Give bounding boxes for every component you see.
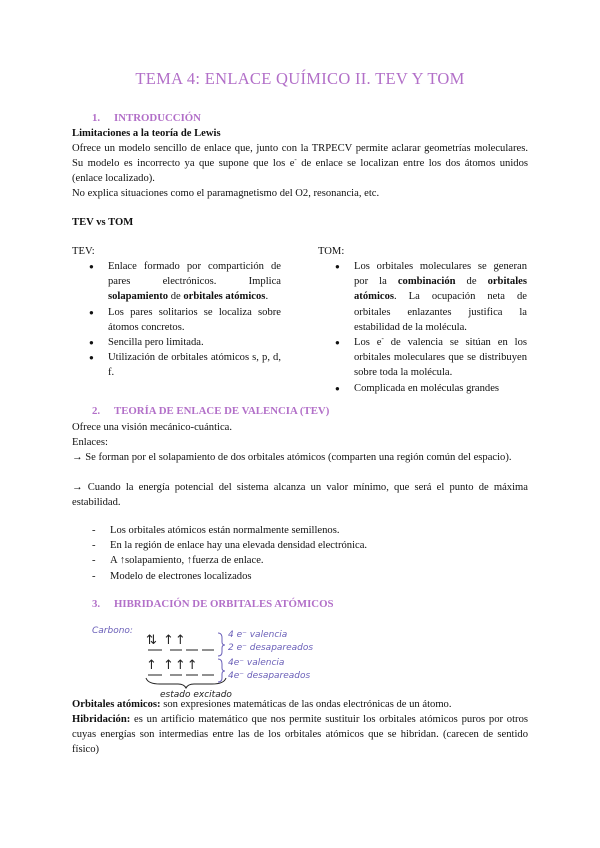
valencia-note-1: 4 e⁻ valencia bbox=[228, 630, 288, 640]
section-number: 3. bbox=[92, 598, 101, 610]
definition: son expresiones matemáticas de las ondas electrónicas de un átomo. bbox=[160, 699, 452, 710]
text: de enlace se localizan entre los dos átomos unidos (enlace localizado). bbox=[72, 158, 528, 185]
section-number: 2. bbox=[92, 405, 101, 417]
section-heading-intro bbox=[92, 111, 201, 126]
valencia-note-2: 4e⁻ valencia bbox=[228, 658, 285, 668]
list-item: ● Los pares solitarios se localiza sobre átomos concretos. bbox=[82, 305, 281, 335]
intro-paragraph bbox=[72, 141, 528, 187]
list-item: ● Complicada en moléculas grandes bbox=[328, 381, 527, 396]
section-heading-hibridacion bbox=[92, 597, 333, 612]
definition: es un artificio matemático que nos permite sustituir los orbitales atómicos puros por otros cuyas energías son intermedias entre las de los orbitales atómicos que se hibridan. (carecen de sentido físico) bbox=[72, 714, 528, 756]
list-item: ● Utilización de orbitales atómicos s, p, d, f. bbox=[82, 350, 281, 380]
tev-paragraph-4: → Cuando la energía potencial del sistema alcanza un valor mínimo, que será el punto de máxima estabilidad. bbox=[72, 482, 528, 509]
text: Ofrece un modelo sencillo de enlace que, junto con la TRPECV permite aclarar geometrías moleculares. Su modelo es incorrecto ya que supone que los e bbox=[72, 143, 528, 170]
tev-label: TEV: bbox=[72, 246, 95, 257]
list-item: - A ↑solapamiento, ↑fuerza de enlace. bbox=[92, 553, 522, 568]
superscript: - bbox=[294, 155, 297, 164]
section-title: TEORÍA DE ENLACE DE VALENCIA (TEV) bbox=[114, 405, 330, 417]
subheading-tev-vs-tom: TEV vs TOM bbox=[72, 217, 134, 228]
list-item: - Los orbitales atómicos están normalmente semillenos. bbox=[92, 523, 522, 538]
carbono-label: Carbono: bbox=[92, 626, 133, 636]
list-item: - En la región de enlace hay una elevada densidad electrónica. bbox=[92, 538, 522, 553]
desapareados-note-1: 2 e⁻ desapareados bbox=[228, 643, 314, 653]
term: Orbitales atómicos: bbox=[72, 699, 161, 710]
list-item: - Modelo de electrones localizados bbox=[92, 569, 522, 584]
hibridacion-def bbox=[72, 712, 528, 758]
tev-paragraph-2: Enlaces: bbox=[72, 437, 108, 448]
page-title: TEMA 4: ENLACE QUÍMICO II. TEV Y TOM bbox=[135, 69, 465, 88]
section-title: INTRODUCCIÓN bbox=[114, 112, 201, 124]
list-item: ● Sencilla pero limitada. bbox=[82, 335, 281, 350]
desapareados-note-2: 4e⁻ desapareados bbox=[228, 671, 311, 681]
subheading-lewis: Limitaciones a la teoría de Lewis bbox=[72, 128, 221, 139]
section-number: 1. bbox=[92, 112, 101, 124]
tom-list bbox=[328, 259, 527, 396]
section-title: HIBRIDACIÓN DE ORBITALES ATÓMICOS bbox=[114, 598, 334, 610]
orbitales-atomicos-def bbox=[72, 697, 528, 712]
tom-label: TOM: bbox=[318, 246, 345, 257]
orbital-arrows-ground: ⇅ ↑↑ bbox=[146, 633, 187, 648]
estado-excitado-label: estado excitado bbox=[160, 690, 232, 700]
list-item: ● Los orbitales moleculares se generan por la combinación de orbitales atómicos. La ocupación neta de orbitales enlazantes justifica la estabilidad de la molécula. bbox=[328, 259, 527, 335]
list-item: ● Enlace formado por compartición de pares electrónicos. Implica solapamiento de orbitales atómicos. bbox=[82, 259, 281, 305]
section-heading-tev bbox=[92, 404, 329, 419]
orbital-arrows-excited: ↑ ↑↑↑ bbox=[146, 658, 199, 673]
intro-paragraph-2: No explica situaciones como el paramagnetismo del O2, resonancia, etc. bbox=[72, 188, 380, 199]
tev-list bbox=[82, 259, 281, 381]
tev-paragraph-3: → Se forman por el solapamiento de dos orbitales atómicos (comparten una región común del espacio). bbox=[72, 452, 512, 463]
tev-dash-list bbox=[92, 523, 522, 584]
tev-paragraph-1: Ofrece una visión mecánico-cuántica. bbox=[72, 422, 233, 433]
term: Hibridación: bbox=[72, 714, 131, 725]
list-item: ● Los e- de valencia se sitúan en los orbitales moleculares que se distribuyen sobre toda la molécula. bbox=[328, 335, 527, 381]
